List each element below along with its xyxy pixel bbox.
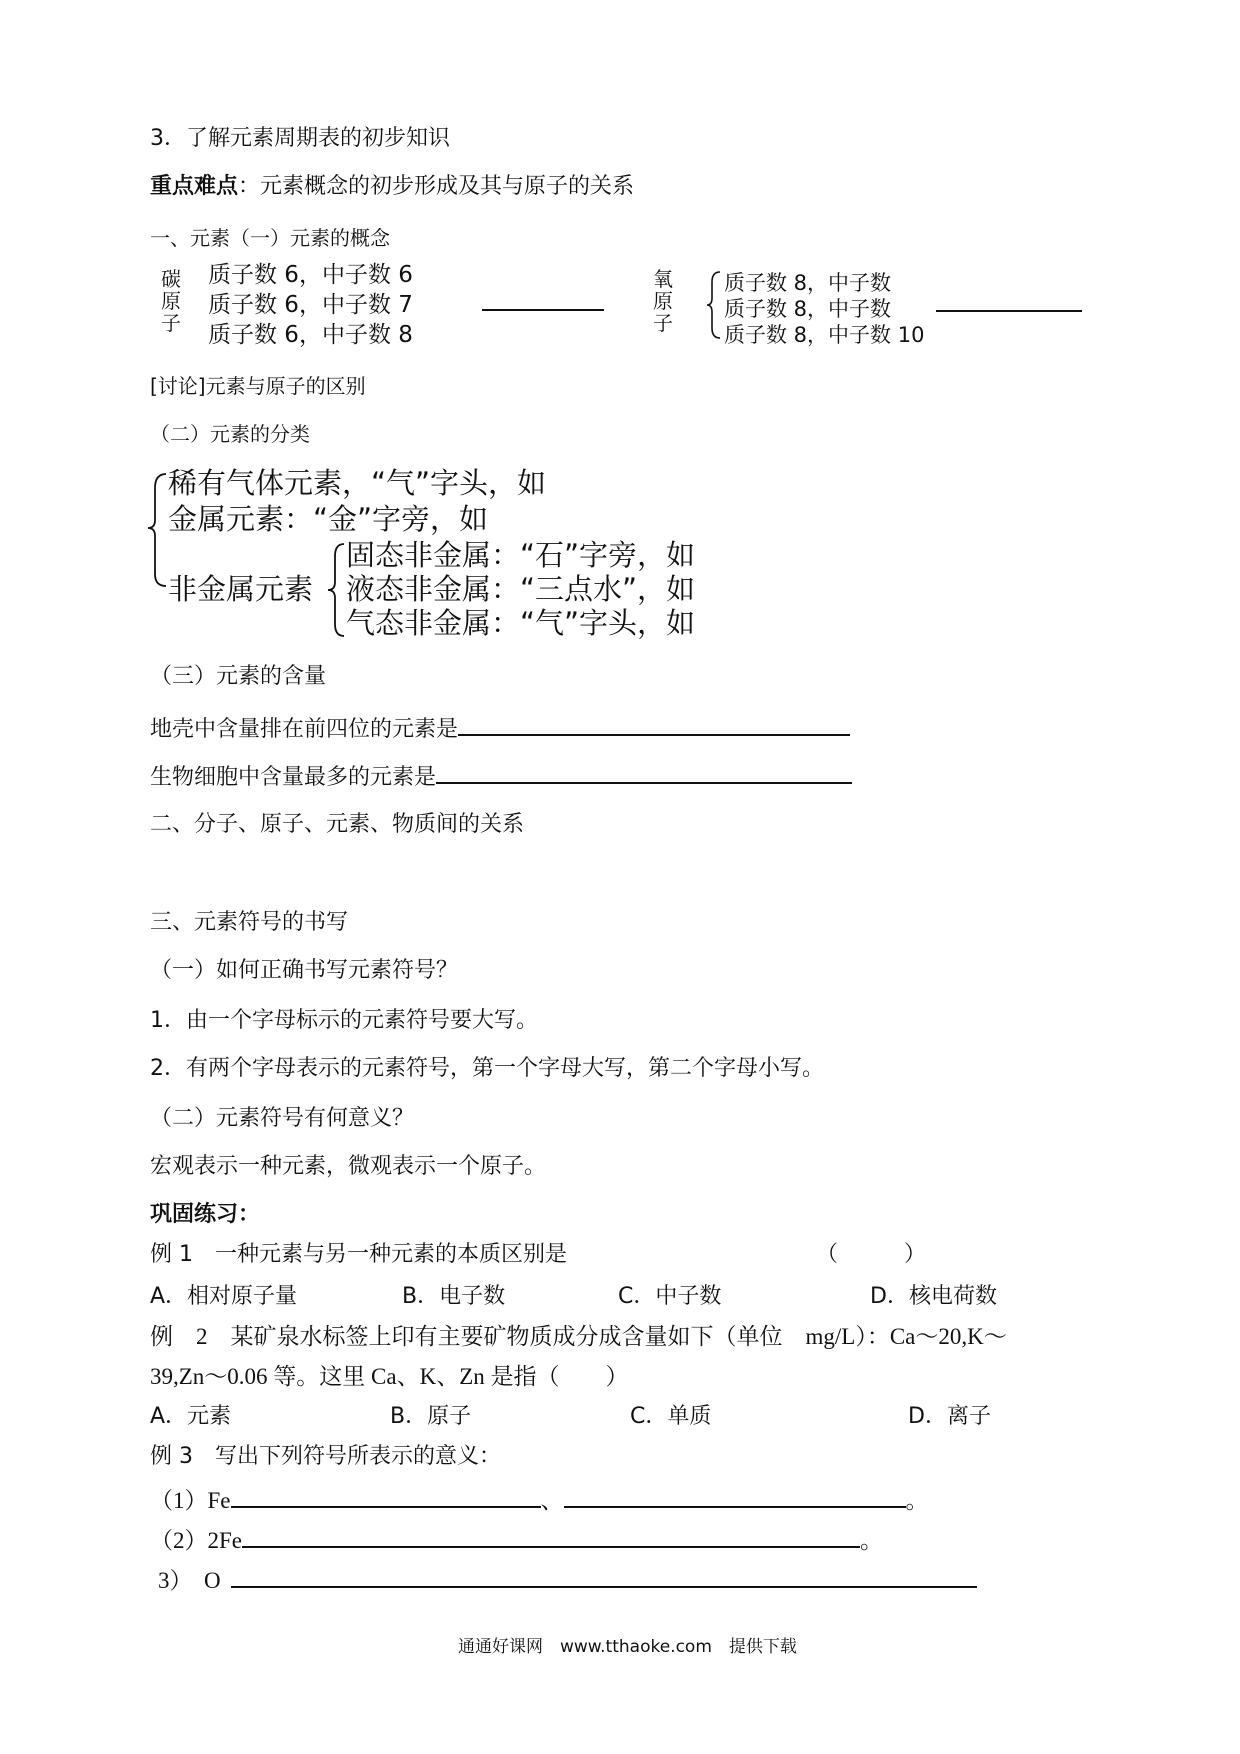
carbon-row: 质子数 6，中子数 8 (208, 322, 413, 348)
ex3-item1-label: （1）Fe (150, 1488, 231, 1513)
ex3-item1-end: 。 (905, 1488, 929, 1513)
carbon-row: 质子数 6，中子数 6 (208, 262, 413, 288)
nonmetal-brace (326, 540, 346, 640)
ex3-item3 (158, 1564, 977, 1596)
rare-gas-element: 稀有气体元素，“气”字头，如 (168, 466, 547, 500)
liquid-nonmetal: 液态非金属：“三点水”，如 (346, 572, 696, 606)
oxygen-answer-blank[interactable] (936, 310, 1082, 312)
ex2-line1: 例 2 某矿泉水标签上印有主要矿物质成分成含量如下（单位 mg/L）：Ca～20,K～ (150, 1324, 1007, 1349)
oxygen-label-char: 原 (653, 289, 673, 313)
gas-nonmetal: 气态非金属：“气”字头，如 (346, 606, 696, 640)
ex1-option-d[interactable]: D．核电荷数 (870, 1284, 997, 1309)
metal-element: 金属元素：“金”字旁，如 (168, 502, 489, 536)
classification-outer-brace (146, 470, 168, 590)
ex3-item2-end: 。 (860, 1528, 883, 1553)
nonmetal-element: 非金属元素 (168, 572, 314, 606)
ex1-option-a[interactable]: A．相对原子量 (150, 1284, 298, 1309)
cell-answer-blank[interactable] (436, 760, 852, 784)
footer-credit: 通通好课网 www.tthaoke.com 提供下载 (458, 1637, 797, 1657)
crust-answer-blank[interactable] (458, 712, 850, 736)
oxygen-brace (706, 270, 722, 340)
rule-2: 2．有两个字母表示的元素符号，第一个字母大写，第二个字母小写。 (150, 1056, 824, 1081)
cell-question (150, 760, 852, 793)
section2-title: 二、分子、原子、元素、物质间的关系 (150, 812, 525, 837)
discussion: [讨论]元素与原子的区别 (150, 374, 366, 398)
ex3-item3-blank[interactable] (231, 1564, 977, 1588)
heading-objective-3: 3．了解元素周期表的初步知识 (150, 126, 450, 151)
section1-title: 一、元素（一）元素的概念 (150, 226, 390, 250)
content-title: （三）元素的含量 (150, 664, 327, 689)
carbon-row: 质子数 6，中子数 7 (208, 292, 413, 318)
oxygen-row: 质子数 8，中子数 (724, 271, 892, 295)
ex2-option-d[interactable]: D．离子 (908, 1404, 991, 1429)
key-points-label: 重点难点 (150, 174, 239, 199)
ex3-stem: 例 3 写出下列符号所表示的意义： (150, 1444, 501, 1469)
oxygen-label-char: 氧 (653, 267, 673, 291)
ex1-option-b[interactable]: B．电子数 (402, 1284, 506, 1309)
solid-nonmetal: 固态非金属：“石”字旁，如 (346, 538, 696, 572)
meaning-text: 宏观表示一种元素，微观表示一个原子。 (150, 1154, 547, 1179)
ex1-stem: 例 1 一种元素与另一种元素的本质区别是 (150, 1242, 567, 1267)
oxygen-label-char: 子 (653, 311, 673, 335)
oxygen-row: 质子数 8，中子数 10 (724, 323, 925, 347)
ex3-item1 (150, 1484, 929, 1516)
section3-title: 三、元素符号的书写 (150, 910, 349, 935)
ex3-item2 (150, 1524, 883, 1556)
ex2-line2: 39,Zn～0.06 等。这里 Ca、K、Zn 是指（ ） (150, 1364, 629, 1389)
carbon-label-char: 原 (161, 289, 181, 313)
cell-text: 生物细胞中含量最多的元素是 (150, 765, 437, 790)
practice-title: 巩固练习： (150, 1202, 261, 1227)
rule-1: 1．由一个字母标示的元素符号要大写。 (150, 1008, 538, 1033)
ex3-item3-label: 3） O (158, 1568, 221, 1593)
crust-text: 地壳中含量排在前四位的元素是 (150, 717, 459, 742)
key-points-text: ：元素概念的初步形成及其与原子的关系 (238, 174, 635, 199)
carbon-answer-blank[interactable] (482, 309, 604, 311)
ex3-item1-sep: 、 (540, 1488, 564, 1513)
how-write-title: （一）如何正确书写元素符号？ (150, 958, 459, 983)
ex2-option-c[interactable]: C．单质 (630, 1404, 712, 1429)
ex3-item1-blank-1[interactable] (231, 1484, 541, 1508)
ex3-item2-label: （2）2Fe (150, 1528, 242, 1553)
ex1-option-c[interactable]: C．中子数 (618, 1284, 722, 1309)
ex2-option-a[interactable]: A．元素 (150, 1404, 232, 1429)
ex2-option-b[interactable]: B．原子 (390, 1404, 472, 1429)
key-points (150, 172, 634, 202)
oxygen-row: 质子数 8，中子数 (724, 297, 892, 321)
classification-title: （二）元素的分类 (150, 422, 310, 446)
ex3-item2-blank[interactable] (242, 1524, 860, 1548)
carbon-label-char: 碳 (161, 267, 181, 291)
crust-question (150, 712, 850, 745)
ex3-item1-blank-2[interactable] (564, 1484, 906, 1508)
carbon-label-char: 子 (161, 311, 181, 335)
meaning-title: （二）元素符号有何意义？ (150, 1106, 415, 1131)
ex1-answer-paren[interactable]: （ ） (816, 1242, 927, 1267)
